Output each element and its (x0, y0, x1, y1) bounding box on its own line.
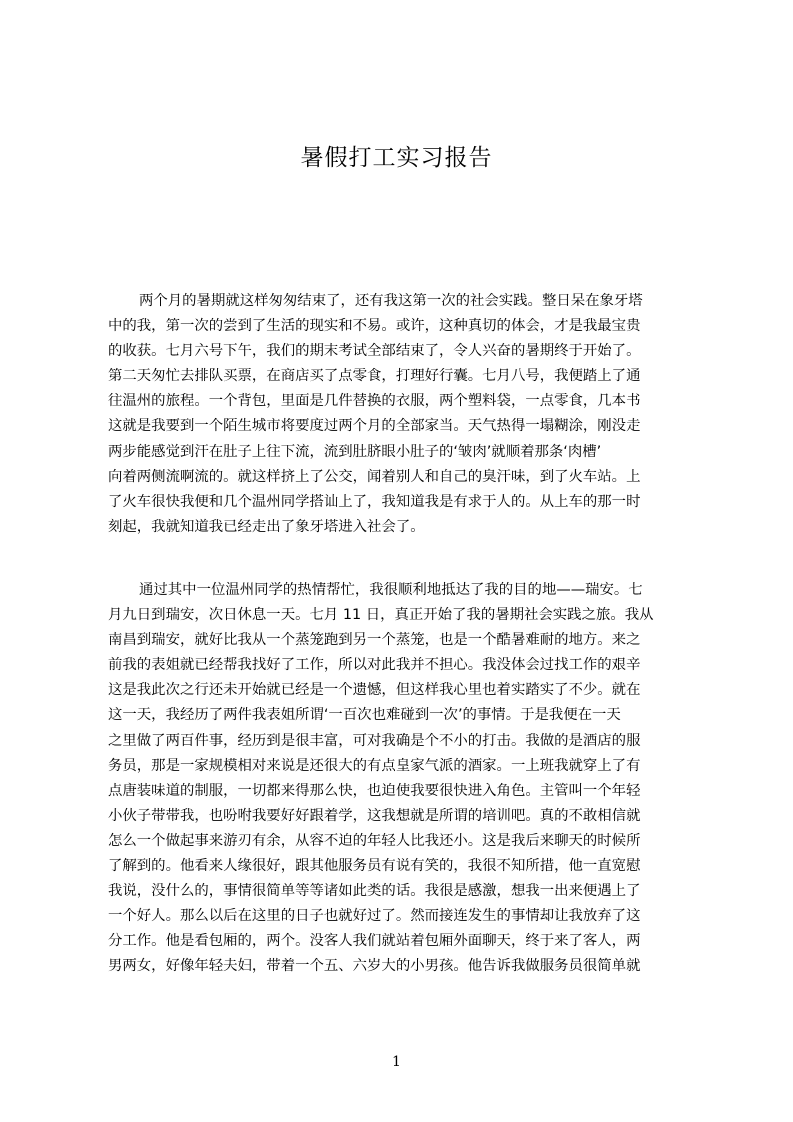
text-line: 向着两侧流啊流的。就这样挤上了公交，闻着别人和自己的臭汗味，到了火车站。上 (108, 468, 641, 485)
paragraph-2 (108, 578, 698, 980)
page-number: 1 (392, 1054, 401, 1070)
text-line: 两步能感觉到汗在肚子上往下流，流到肚脐眼小肚子的‘皱肉’就顺着那条‘肉槽’ (108, 443, 602, 460)
text-line: 中的我，第一次的尝到了生活的现实和不易。或许，这种真切的体会，才是我最宝贵 (108, 318, 641, 335)
text-line: 通过其中一位温州同学的热情帮忙，我很顺利地抵达了我的目的地——瑞安。七 (139, 582, 643, 598)
document-title: 暑假打工实习报告 (300, 145, 493, 171)
text-line: 这一天，我经历了两件我表姐所谓‘一百次也难碰到一次’的事情。于是我便在一天 (108, 707, 621, 724)
text-line: 之里做了两百件事，经历到是很丰富，可对我确是个不小的打击。我做的是酒店的服 (108, 732, 641, 749)
text-line: 小伙子带带我，也吩咐我要好好跟着学，这我想就是所谓的培训吧。真的不敢相信就 (108, 807, 641, 824)
paragraph-1 (108, 289, 698, 540)
text-line: 我说，没什么的，事情很简单等等诸如此类的话。我很是感激，想我一出来便遇上了 (108, 883, 641, 900)
text-line: 了解到的。他看来人缘很好，跟其他服务员有说有笑的，我很不知所措，他一直宽慰 (108, 858, 641, 875)
text-line: 月九日到瑞安，次日休息一天。七月 11 日，真正开始了我的暑期社会实践之旅。我从 (108, 607, 654, 624)
text-line: 点唐装味道的制服，一切都来得那么快，也迫使我要很快进入角色。主管叫一个年轻 (108, 782, 641, 799)
text-line: 这就是我要到一个陌生城市将要度过两个月的全部家当。天气热得一塌糊涂，刚没走 (108, 418, 641, 435)
text-line: 往温州的旅程。一个背包，里面是几件替换的衣服，两个塑料袋，一点零食，几本书 (108, 393, 641, 410)
text-line: 两个月的暑期就这样匆匆结束了，还有我这第一次的社会实践。整日呆在象牙塔 (139, 293, 643, 309)
text-line: 务员，那是一家规模相对来说是还很大的有点皇家气派的酒家。一上班我就穿上了有 (108, 757, 641, 774)
text-line: 第二天匆忙去排队买票，在商店买了点零食，打理好行囊。七月八号，我便踏上了通 (108, 368, 641, 385)
text-line: 这是我此次之行还未开始就已经是一个遗憾，但这样我心里也着实踏实了不少。就在 (108, 682, 641, 699)
text-line: 前我的表姐就已经帮我找好了工作，所以对此我并不担心。我没体会过找工作的艰辛 (108, 657, 641, 674)
text-line: 刻起，我就知道我已经走出了象牙塔进入社会了。 (108, 518, 425, 535)
text-line: 南昌到瑞安，就好比我从一个蒸笼跑到另一个蒸笼，也是一个酷暑难耐的地方。来之 (108, 632, 641, 649)
text-line: 的收获。七月六号下午，我们的期末考试全部结束了，令人兴奋的暑期终于开始了。 (108, 343, 641, 360)
text-line: 怎么一个做起事来游刃有余，从容不迫的年轻人比我还小。这是我后来聊天的时候所 (108, 832, 641, 849)
text-line: 一个好人。那么以后在这里的日子也就好过了。然而接连发生的事情却让我放弃了这 (108, 908, 641, 925)
text-line: 男两女，好像年轻夫妇，带着一个五、六岁大的小男孩。他告诉我做服务员很简单就 (108, 958, 641, 975)
text-line: 了火车很快我便和几个温州同学搭讪上了，我知道我是有求于人的。从上车的那一时 (108, 493, 641, 510)
text-line: 分工作。他是看包厢的，两个。没客人我们就站着包厢外面聊天，终于来了客人，两 (108, 933, 641, 950)
